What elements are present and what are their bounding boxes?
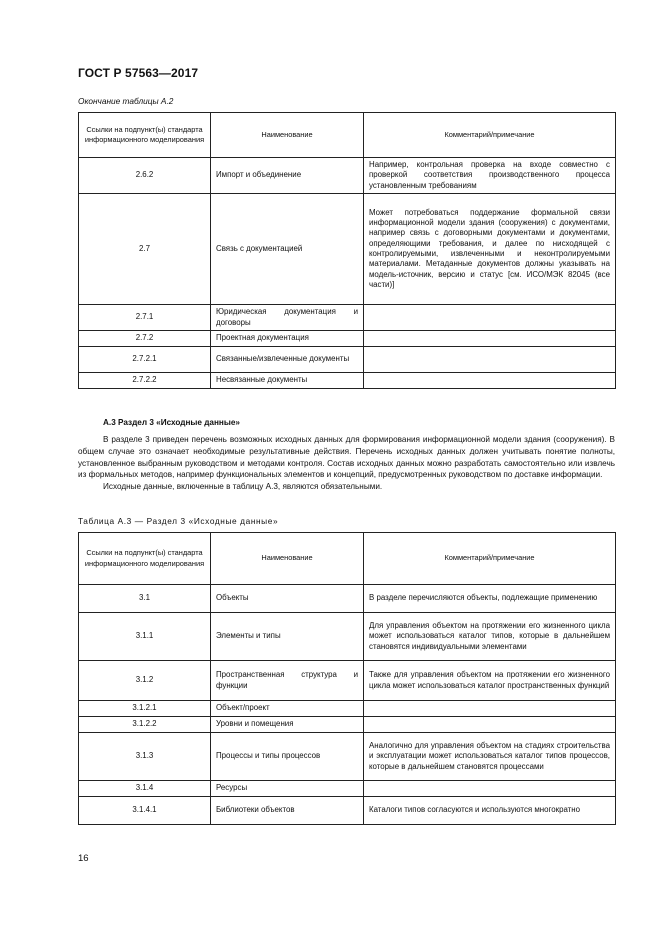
row-name: Библиотеки объектов [211, 797, 364, 825]
row-comment [364, 347, 616, 373]
row-comment: Каталоги типов согласуются и используются многократно [364, 797, 616, 825]
table-row [79, 194, 616, 305]
table-a2-caption: Окончание таблицы А.2 [78, 96, 174, 106]
row-name: Уровни и помещения [211, 717, 364, 733]
row-name: Объекты [211, 585, 364, 613]
row-name: Элементы и типы [211, 613, 364, 661]
row-code: 2.7.1 [79, 305, 211, 331]
column-header-name: Наименование [211, 113, 364, 158]
row-name: Связь с документацией [211, 194, 364, 305]
row-code: 2.7 [79, 194, 211, 305]
row-comment [364, 781, 616, 797]
table-row [79, 347, 616, 373]
row-code: 3.1.2 [79, 661, 211, 701]
row-code: 3.1.4 [79, 781, 211, 797]
row-comment: Может потребоваться поддержание формальной связи информационной модели здания (сооружения) с документами, например связь с договорными документами и документами, определяющими требования, и далее по нисходящей с контролируемыми, извлеченными и неконтролируемыми материалами. Метаданные документов должны указывать на модель-источник, версию и статус [см. ИСО/МЭК 82045 (все части)] [364, 194, 616, 305]
row-code: 2.6.2 [79, 158, 211, 194]
column-header-reference: Ссылки на подпункт(ы) стандарта информационного моделирования [79, 113, 211, 158]
row-name: Процессы и типы процессов [211, 733, 364, 781]
row-comment [364, 701, 616, 717]
row-code: 3.1.3 [79, 733, 211, 781]
table-row [79, 701, 616, 717]
table-row [79, 661, 616, 701]
row-comment [364, 305, 616, 331]
table-header-row [79, 533, 616, 585]
row-code: 2.7.2.2 [79, 373, 211, 389]
table-row [79, 733, 616, 781]
row-name: Импорт и объединение [211, 158, 364, 194]
row-name: Объект/проект [211, 701, 364, 717]
column-header-comment: Комментарий/примечание [364, 533, 616, 585]
row-code: 3.1.4.1 [79, 797, 211, 825]
row-comment [364, 717, 616, 733]
row-name: Связанные/извлеченные документы [211, 347, 364, 373]
section-heading: А.3 Раздел 3 «Исходные данные» [103, 418, 240, 427]
row-code: 3.1.1 [79, 613, 211, 661]
row-code: 3.1.2.2 [79, 717, 211, 733]
row-name: Пространственная структура и функции [211, 661, 364, 701]
column-header-comment: Комментарий/примечание [364, 113, 616, 158]
document-id: ГОСТ Р 57563—2017 [78, 66, 199, 80]
row-name: Юридическая документация и договоры [211, 305, 364, 331]
table-row [79, 158, 616, 194]
row-name: Несвязанные документы [211, 373, 364, 389]
table-row [79, 331, 616, 347]
paragraph: Исходные данные, включенные в таблицу А.3, являются обязательными. [103, 482, 383, 492]
row-comment: В разделе перечисляются объекты, подлежащие применению [364, 585, 616, 613]
row-comment [364, 331, 616, 347]
table-a3 [78, 532, 616, 825]
row-name: Ресурсы [211, 781, 364, 797]
table-row [79, 373, 616, 389]
table-row [79, 797, 616, 825]
row-code: 3.1.2.1 [79, 701, 211, 717]
row-code: 3.1 [79, 585, 211, 613]
table-row [79, 305, 616, 331]
row-code: 2.7.2.1 [79, 347, 211, 373]
paragraph: В разделе 3 приведен перечень возможных исходных данных для формирования информационной модели здания (сооружения). В общем случае это означает необходимые результативные действия. Перечень исходных данных должен учитывать понятие полноты, установленное выбранным руководством и методами контроля. Состав исходных данных можно разработать самостоятельно или извлечь из формальных методов, например функциональных элементов и концепций, предусмотренных руководством по доставке информации. [78, 435, 615, 480]
row-comment: Также для управления объектом на протяжении его жизненного цикла может использоваться каталог пространственных функций [364, 661, 616, 701]
table-header-row [79, 113, 616, 158]
column-header-name: Наименование [211, 533, 364, 585]
table-row [79, 613, 616, 661]
row-comment [364, 373, 616, 389]
table-a2 [78, 112, 616, 389]
page-number: 16 [78, 853, 89, 864]
row-comment: Например, контрольная проверка на входе совместно с проверкой соответствия производственного процесса установленным требованиям [364, 158, 616, 194]
row-name: Проектная документация [211, 331, 364, 347]
row-comment: Для управления объектом на протяжении его жизненного цикла может использоваться каталог типов, которые в дальнейшем становятся индивидуальными элементами [364, 613, 616, 661]
table-row [79, 717, 616, 733]
table-row [79, 585, 616, 613]
table-a3-caption: Таблица А.3 — Раздел 3 «Исходные данные» [78, 516, 279, 526]
row-comment: Аналогично для управления объектом на стадиях строительства и эксплуатации может использоваться каталог типов процессов, которые в дальнейшем становятся процессами [364, 733, 616, 781]
column-header-reference: Ссылки на подпункт(ы) стандарта информационного моделирования [79, 533, 211, 585]
table-row [79, 781, 616, 797]
row-code: 2.7.2 [79, 331, 211, 347]
section-body [78, 434, 615, 493]
